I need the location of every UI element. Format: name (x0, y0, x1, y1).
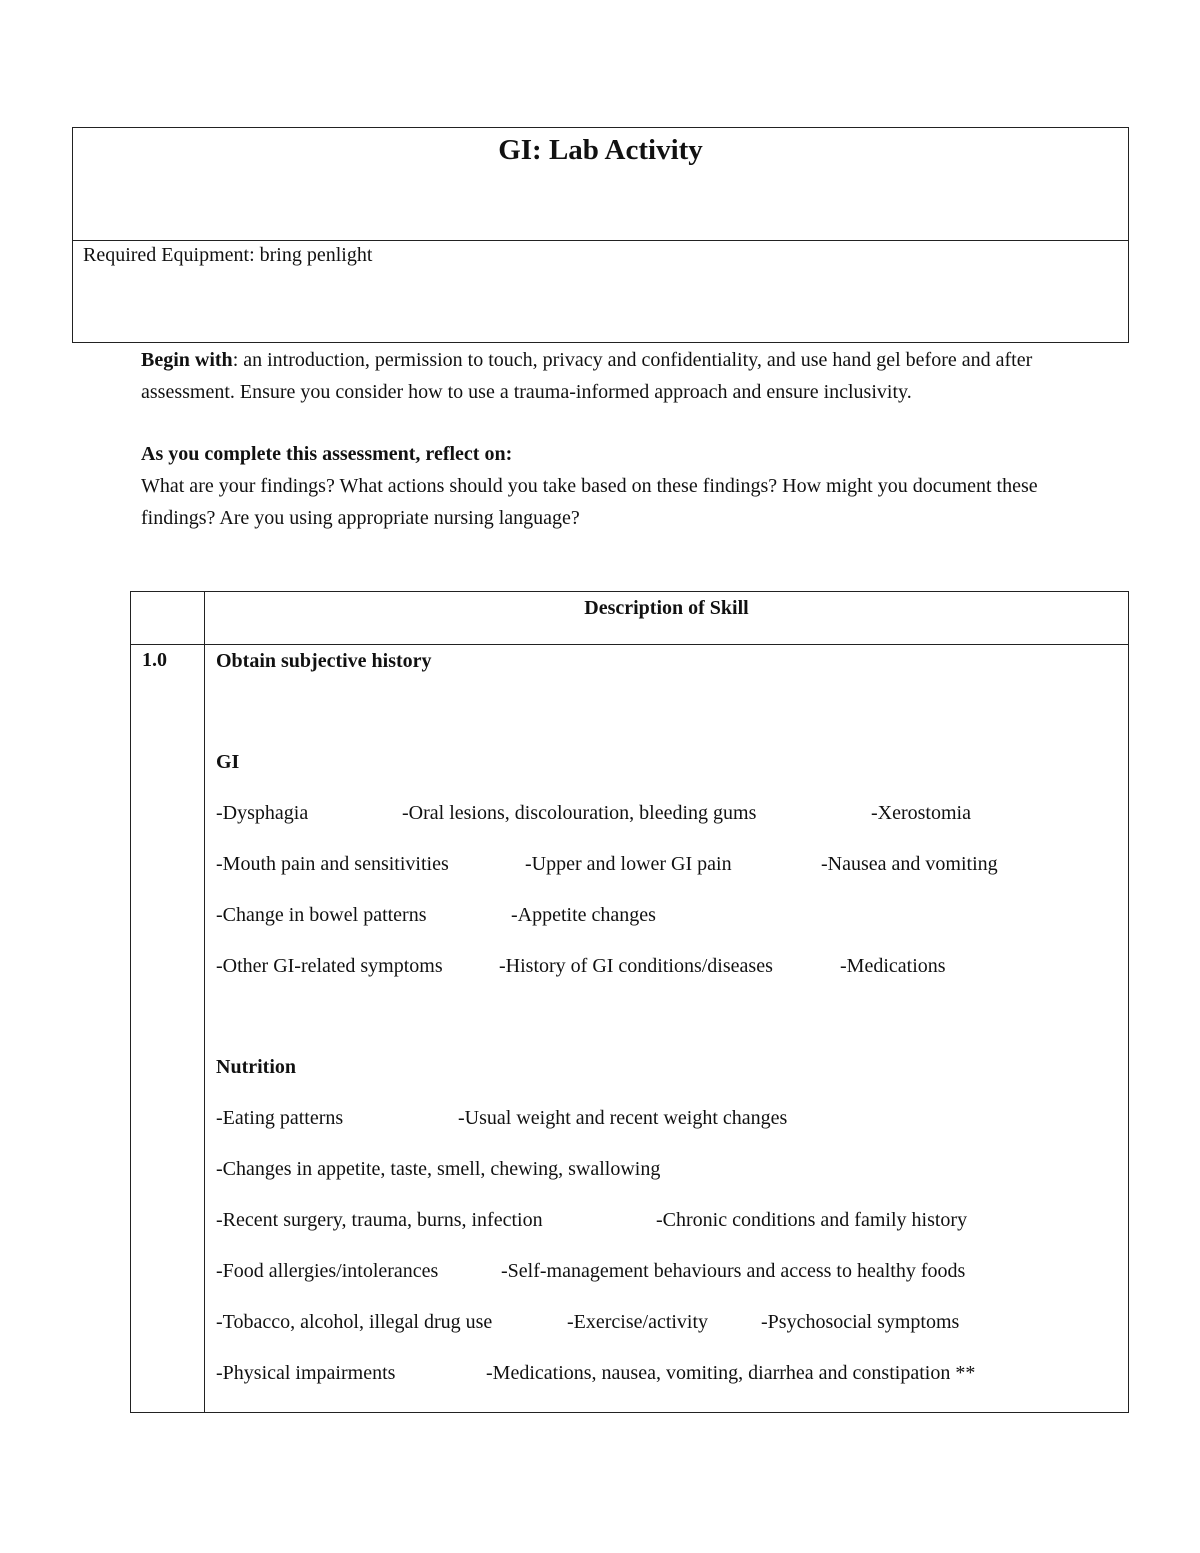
nutrition-line-5 (216, 1310, 1118, 1361)
list-item: -Medications, nausea, vomiting, diarrhea and constipation ** (486, 1362, 976, 1384)
gi-heading: GI (216, 751, 240, 773)
list-item: -Other GI-related symptoms (216, 955, 443, 977)
list-item: -Medications (840, 955, 946, 977)
begin-with-paragraph (141, 344, 1071, 408)
reflect-text: What are your findings? What actions should you take based on these findings? How might you document these findings? Are you using appropriate nursing language? (141, 475, 1038, 529)
header-number-cell (131, 592, 205, 645)
list-item: -Usual weight and recent weight changes (458, 1107, 788, 1129)
reflect-heading: As you complete this assessment, reflect on: (141, 443, 513, 465)
title-row (73, 128, 1128, 241)
table-header-row (131, 592, 1129, 645)
gi-line-2 (216, 852, 1118, 903)
begin-with-text: : an introduction, permission to touch, privacy and confidentiality, and use hand gel before and after assessment. Ensure you consider how to use a trauma-informed approach and ensure inclusivity. (141, 349, 1033, 403)
gi-line-4 (216, 954, 1118, 1005)
gi-line-1 (216, 801, 1118, 852)
list-item: -Psychosocial symptoms (761, 1311, 960, 1333)
header-box (72, 127, 1129, 343)
list-item: -Eating patterns (216, 1107, 344, 1129)
nutrition-line-4 (216, 1259, 1118, 1310)
list-item: -Mouth pain and sensitivities (216, 853, 449, 875)
list-item: -History of GI conditions/diseases (499, 955, 773, 977)
list-item: -Dysphagia (216, 802, 309, 824)
list-item: -Changes in appetite, taste, smell, chewing, swallowing (216, 1158, 661, 1180)
list-item: -Chronic conditions and family history (656, 1209, 968, 1231)
list-item: -Change in bowel patterns (216, 904, 427, 926)
list-item: -Physical impairments (216, 1362, 396, 1384)
list-item: -Tobacco, alcohol, illegal drug use (216, 1311, 493, 1333)
list-item: -Oral lesions, discolouration, bleeding gums (402, 802, 757, 824)
nutrition-line-6 (216, 1361, 1118, 1412)
list-item: -Xerostomia (871, 802, 971, 824)
required-equipment: Required Equipment: bring penlight (83, 244, 373, 266)
nutrition-heading: Nutrition (216, 1056, 296, 1078)
list-item: -Recent surgery, trauma, burns, infection (216, 1209, 543, 1231)
row-title: Obtain subjective history (216, 650, 432, 672)
page-title: GI: Lab Activity (498, 134, 703, 166)
intro-section (141, 344, 1071, 534)
begin-with-label: Begin with (141, 349, 233, 371)
nutrition-line-3 (216, 1208, 1118, 1259)
list-item: -Upper and lower GI pain (525, 853, 732, 875)
table-row (131, 645, 1129, 1413)
list-item: -Nausea and vomiting (821, 853, 998, 875)
description-of-skill-header: Description of Skill (205, 592, 1129, 645)
row-number: 1.0 (131, 645, 205, 1413)
gi-line-3 (216, 903, 1118, 954)
skill-description-cell (205, 645, 1129, 1413)
list-item: -Food allergies/intolerances (216, 1260, 439, 1282)
nutrition-line-1 (216, 1106, 1118, 1157)
list-item: -Exercise/activity (567, 1311, 709, 1333)
nutrition-line-2 (216, 1157, 1118, 1208)
skills-table (130, 591, 1129, 1413)
list-item: -Appetite changes (511, 904, 656, 926)
list-item: -Self-management behaviours and access to healthy foods (501, 1260, 966, 1282)
